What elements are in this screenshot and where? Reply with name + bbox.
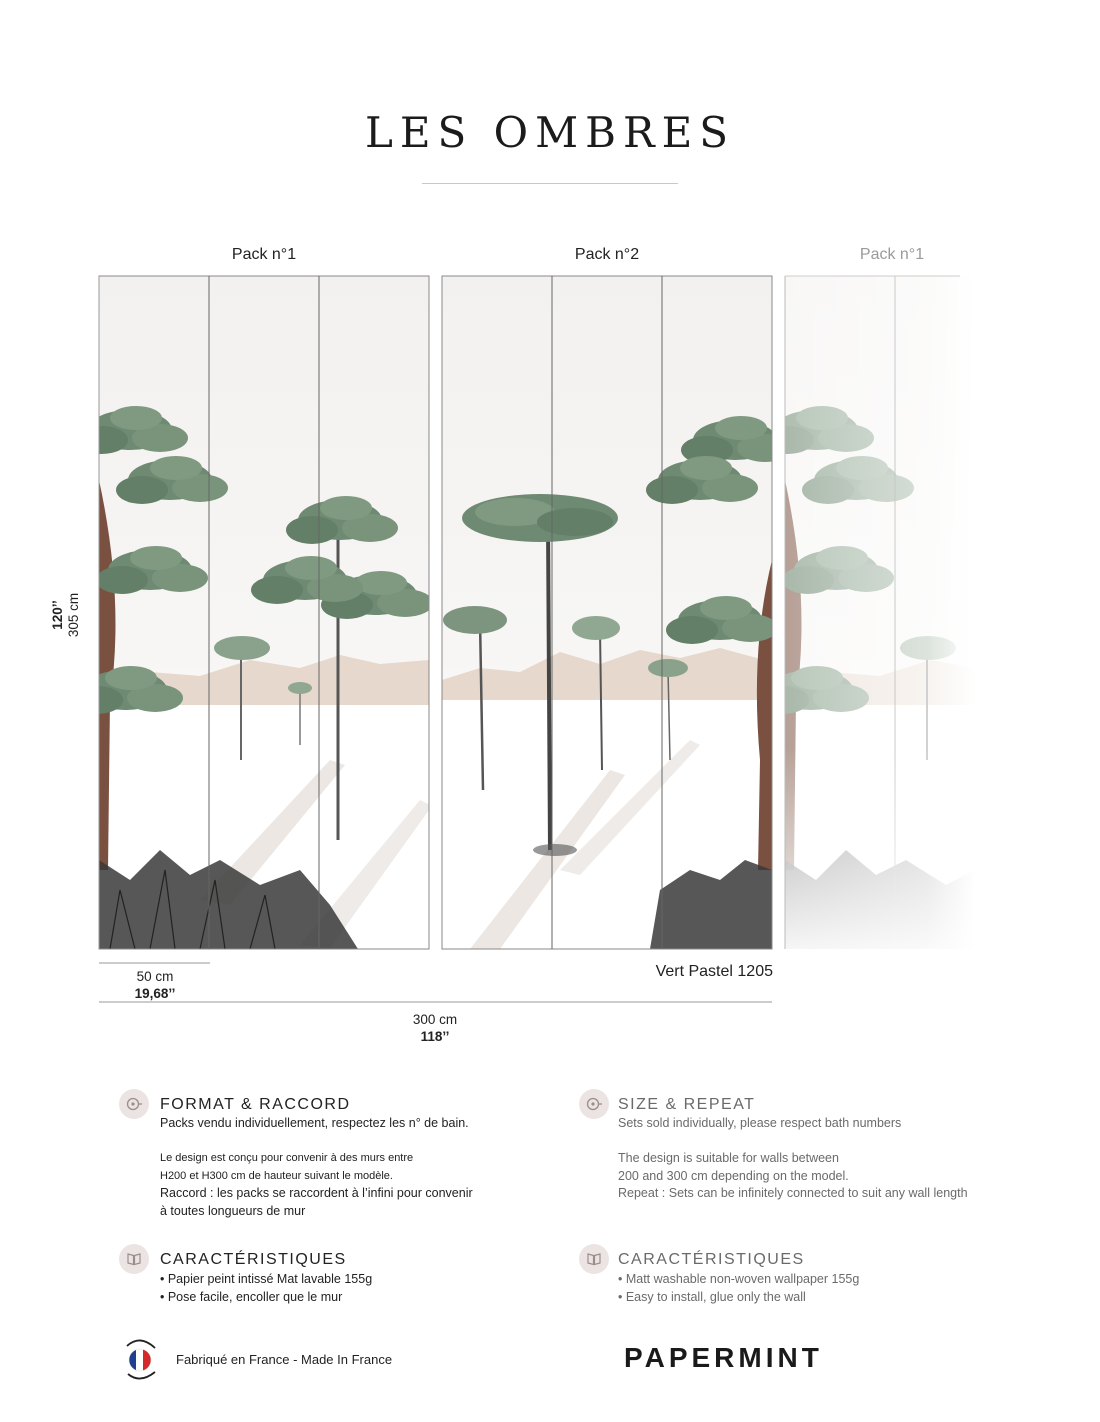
made-in-france-text: Fabriqué en France - Made In France: [176, 1352, 393, 1367]
measure-tape-icon: [119, 1089, 149, 1119]
format-fr-line4: Raccord : les packs se raccordent à l’infini pour convenir: [160, 1186, 473, 1200]
total-width-cm: 300 cm: [412, 1012, 458, 1027]
format-en-line4: Repeat : Sets can be infinitely connected to suit any wall length: [618, 1186, 968, 1200]
features-en-line2: • Easy to install, glue only the wall: [618, 1290, 806, 1304]
features-en-title: CARACTÉRISTIQUES: [618, 1251, 805, 1268]
measure-tape-icon-en: [579, 1089, 609, 1119]
pack-2-label: Pack n°2: [574, 246, 640, 263]
features-en-line1: • Matt washable non-woven wallpaper 155g: [618, 1272, 860, 1286]
height-in-label: 120’’: [50, 600, 65, 630]
features-fr-line2: • Pose facile, encoller que le mur: [160, 1290, 343, 1304]
strip-width-in: 19,68’’: [134, 986, 176, 1001]
pack-3-preview: [757, 276, 975, 949]
page-title: LES OMBRES: [364, 108, 736, 157]
strip-width-cm: 50 cm: [136, 969, 174, 984]
features-fr-title: CARACTÉRISTIQUES: [160, 1251, 347, 1268]
format-fr-line3: H200 et H300 cm de hauteur suivant le modèle.: [160, 1170, 393, 1182]
pack-3-label: Pack n°1: [859, 246, 925, 263]
format-en-line3: 200 and 300 cm depending on the model.: [618, 1169, 849, 1183]
features-fr-line1: • Papier peint intissé Mat lavable 155g: [160, 1272, 373, 1286]
format-en-line1: Sets sold individually, please respect bath numbers: [618, 1116, 902, 1130]
format-fr-line2: Le design est conçu pour convenir à des murs entre: [160, 1152, 414, 1164]
pack-1-panel: [71, 276, 433, 949]
book-icon: [119, 1244, 149, 1274]
format-fr-line5: à toutes longueurs de mur: [160, 1204, 306, 1218]
height-labels: [50, 570, 80, 660]
height-cm-label: 305 cm: [66, 592, 81, 638]
pack-2-panel: [442, 276, 793, 949]
format-fr-title: FORMAT & RACCORD: [160, 1096, 351, 1113]
pack-1-label: Pack n°1: [231, 246, 297, 263]
format-fr-line1: Packs vendu individuellement, respectez les n° de bain.: [160, 1116, 469, 1130]
format-en-line2: The design is suitable for walls between: [618, 1151, 839, 1165]
total-width-in: 118’’: [420, 1029, 450, 1044]
format-en-title: SIZE & REPEAT: [618, 1096, 756, 1113]
made-in-france-seal: [118, 1330, 166, 1382]
book-icon-en: [579, 1244, 609, 1274]
brand-logo: PAPERMINT: [624, 1342, 823, 1373]
colour-reference: Vert Pastel 1205: [655, 963, 773, 980]
